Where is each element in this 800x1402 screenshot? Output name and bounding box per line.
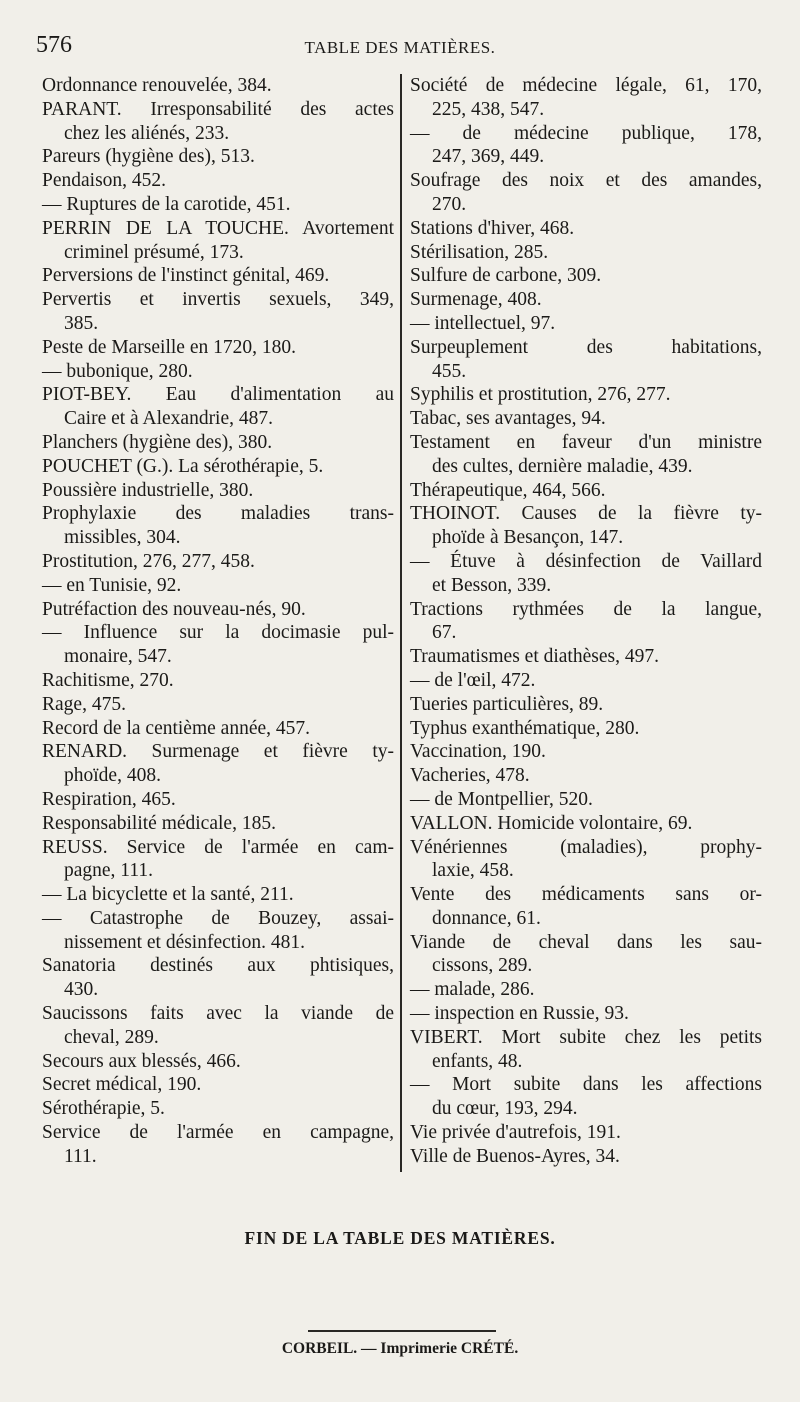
index-entry [410,978,762,1002]
index-entry-line: — de Montpellier, 520. [410,788,593,810]
index-entry-line: Responsabilité médicale, 185. [42,812,276,834]
index-entry [42,954,394,1002]
index-entry [410,717,762,741]
index-entry [410,669,762,693]
index-entry-line: — bubonique, 280. [42,360,193,382]
index-entry-line: cissons, 289. [432,955,533,977]
index-entry-line: THOINOT. Causes de la fièvre ty- [410,503,762,525]
index-entry [42,836,394,884]
index-entry-line: Respiration, 465. [42,788,176,810]
index-entry [42,169,394,193]
index-entry-line: 247, 369, 449. [432,146,545,168]
index-entry-line: Rage, 475. [42,693,126,715]
index-entry-line: donnance, 61. [432,907,541,929]
index-entry [42,145,394,169]
index-entry [42,621,394,669]
index-entry-line: Poussière industrielle, 380. [42,479,254,501]
index-entry-line: 67. [432,622,457,644]
index-entry [42,288,394,336]
index-entry-line: Record de la centième année, 457. [42,717,311,739]
index-entry-line: Putréfaction des nouveau-nés, 90. [42,598,306,620]
index-entry [42,217,394,265]
index-entry [410,788,762,812]
index-entry [42,550,394,574]
index-entry [42,693,394,717]
index-entry-line: 385. [64,312,99,334]
index-entry [42,455,394,479]
index-entry-line: Peste de Marseille en 1720, 180. [42,336,296,358]
index-entry-line: — de l'œil, 472. [410,669,536,691]
index-entry-line: — Étuve à désinfection de Vaillard [410,550,762,572]
index-entry [410,836,762,884]
index-entry [410,1073,762,1121]
index-entry-line: REUSS. Service de l'armée en cam- [42,836,394,858]
index-entry [42,669,394,693]
index-entry [42,883,394,907]
index-entry-line: — en Tunisie, 92. [42,574,182,596]
index-entry-line: — Ruptures de la carotide, 451. [42,193,291,215]
index-entry-line: Typhus exanthématique, 280. [410,717,640,739]
index-entry [42,383,394,431]
index-entry-line: et Besson, 339. [432,574,552,596]
index-entry [42,1097,394,1121]
index-entry-line: Saucissons faits avec la viande de [42,1003,394,1025]
index-entry-line: 455. [432,360,467,382]
index-entry-line: 430. [64,979,99,1001]
index-entry-line: — Mort subite dans les affections [410,1074,762,1096]
index-entry-line: nissement et désinfection. 481. [64,931,305,953]
index-entry [42,1121,394,1169]
index-entry [42,1002,394,1050]
index-entry-line: — intellectuel, 97. [410,312,556,334]
page-header [36,32,764,62]
index-entry [42,1050,394,1074]
index-entry [410,598,762,646]
index-entry-line: VALLON. Homicide volontaire, 69. [410,812,693,834]
index-entry [42,812,394,836]
index-entry [410,74,762,122]
index-entry-line: Pendaison, 452. [42,170,167,192]
index-entry [410,764,762,788]
index-entry-line: Secret médical, 190. [42,1074,202,1096]
index-entry-line: Tueries particulières, 89. [410,693,604,715]
index-entry-line: Syphilis et prostitution, 276, 277. [410,384,671,406]
index-entry-line: Traumatismes et diathèses, 497. [410,646,659,668]
index-entry-line: Vie privée d'autrefois, 191. [410,1122,621,1144]
index-entry-line: Pervertis et invertis sexuels, 349, [42,289,394,311]
footer-rule [308,1330,496,1332]
index-entry-line: Surpeuplement des habitations, [410,336,762,358]
index-entry-line: Société de médecine légale, 61, 170, [410,75,762,96]
index-entry [410,217,762,241]
index-column-right [410,74,762,1169]
index-entry [410,288,762,312]
index-entry-line: Surmenage, 408. [410,289,542,311]
index-entry [410,431,762,479]
index-entry-line: Sérothérapie, 5. [42,1098,165,1120]
index-entry-line: Tractions rythmées de la langue, [410,598,762,620]
index-entry [410,1121,762,1145]
index-entry [410,264,762,288]
index-entry-line: Vente des médicaments sans or- [410,884,762,906]
index-entry-line: Prostitution, 276, 277, 458. [42,550,255,572]
index-entry [410,740,762,764]
index-entry-line: chez les aliénés, 233. [64,122,230,144]
index-entry-line: cheval, 289. [64,1026,159,1048]
index-entry-line: Vénériennes (maladies), prophy- [410,836,762,858]
index-entry [410,1002,762,1026]
index-entry [42,574,394,598]
index-entry [410,312,762,336]
index-entry-line: — malade, 286. [410,979,535,1001]
index-entry [42,74,394,98]
page-number: 576 [36,32,72,58]
index-entry-line: Caire et à Alexandrie, 487. [64,408,274,430]
running-title: TABLE DES MATIÈRES. [304,38,496,57]
index-entry-line: VIBERT. Mort subite chez les petits [410,1026,762,1048]
index-entry [410,1145,762,1169]
index-entry-line: Sulfure de carbone, 309. [410,265,602,287]
index-entry-line: Service de l'armée en campagne, [42,1122,394,1144]
index-entry [410,550,762,598]
index-entry [410,883,762,931]
index-entry-line: RENARD. Surmenage et fièvre ty- [42,741,394,763]
index-entry-line: Sanatoria destinés aux phtisiques, [42,955,394,977]
index-entry [42,479,394,503]
index-entry [410,693,762,717]
index-entry [410,812,762,836]
index-entry-line: Stations d'hiver, 468. [410,217,575,239]
index-entry [410,407,762,431]
index-entry-line: — La bicyclette et la santé, 211. [42,884,294,906]
index-entry-line: monaire, 547. [64,646,172,668]
index-entry-line: Ville de Buenos-Ayres, 34. [410,1145,620,1167]
index-entry-line: PIOT-BEY. Eau d'alimentation au [42,384,394,406]
index-entry-line: — Catastrophe de Bouzey, assai- [42,907,394,929]
index-entry-line: Stérilisation, 285. [410,241,549,263]
index-entry [410,336,762,384]
index-entry-line: Vaccination, 190. [410,741,546,763]
index-entry [42,788,394,812]
index-entry-line: phoïde à Besançon, 147. [432,527,624,549]
index-entry [410,122,762,170]
end-of-table-title: FIN DE LA TABLE DES MATIÈRES. [244,1228,556,1248]
index-entry [42,717,394,741]
index-entry [410,1026,762,1074]
index-entry-line: — inspection en Russie, 93. [410,1003,629,1025]
index-entry-line: 111. [64,1145,97,1167]
index-entry-line: PARANT. Irresponsabilité des actes [42,98,394,120]
index-entry-line: enfants, 48. [432,1050,523,1072]
index-entry-line: — de médecine publique, 178, [410,122,762,144]
index-entry-line: du cœur, 193, 294. [432,1098,578,1120]
index-entry [42,360,394,384]
index-entry [410,383,762,407]
index-entry [410,931,762,979]
index-entry [42,1073,394,1097]
index-entry-line: Pareurs (hygiène des), 513. [42,146,255,168]
index-entry [410,169,762,217]
index-entry [42,336,394,360]
index-entry-line: phoïde, 408. [64,765,161,787]
index-entry [42,907,394,955]
index-entry [42,502,394,550]
index-entry [410,645,762,669]
index-entry [42,98,394,146]
index-entry [42,598,394,622]
index-entry-line: PERRIN DE LA TOUCHE. Avortement [42,217,394,239]
index-entry-line: criminel présumé, 173. [64,241,244,263]
printer-imprint: CORBEIL. — Imprimerie CRÉTÉ. [281,1340,519,1357]
index-entry-line: Testament en faveur d'un ministre [410,431,762,453]
index-entry-line: POUCHET (G.). La sérothérapie, 5. [42,455,324,477]
index-entry-line: Thérapeutique, 464, 566. [410,479,606,501]
index-entry [42,740,394,788]
index-entry-line: Ordonnance renouvelée, 384. [42,75,272,96]
index-entry [42,264,394,288]
index-column-left [42,74,394,1169]
index-entry [42,431,394,455]
index-entry-line: Rachitisme, 270. [42,669,174,691]
index-entry [410,502,762,550]
index-entry-line: laxie, 458. [432,860,514,882]
index-entry-line: Soufrage des noix et des amandes, [410,170,762,192]
index-entry-line: 270. [432,193,467,215]
index-entry-line: 225, 438, 547. [432,98,545,120]
column-divider [400,74,402,1172]
index-entry-line: Prophylaxie des maladies trans- [42,503,394,525]
index-entry-line: Planchers (hygiène des), 380. [42,431,273,453]
index-entry-line: Secours aux blessés, 466. [42,1050,241,1072]
index-entry-line: des cultes, dernière maladie, 439. [432,455,693,477]
index-entry-line: Tabac, ses avantages, 94. [410,408,606,430]
index-entry-line: Viande de cheval dans les sau- [410,931,762,953]
index-entry-line: pagne, 111. [64,860,153,882]
index-entry [410,479,762,503]
index-entry-line: — Influence sur la docimasie pul- [42,622,394,644]
index-entry [410,241,762,265]
index-entry-line: Vacheries, 478. [410,765,530,787]
index-entry-line: Perversions de l'instinct génital, 469. [42,265,330,287]
index-entry [42,193,394,217]
index-entry-line: missibles, 304. [64,527,181,549]
